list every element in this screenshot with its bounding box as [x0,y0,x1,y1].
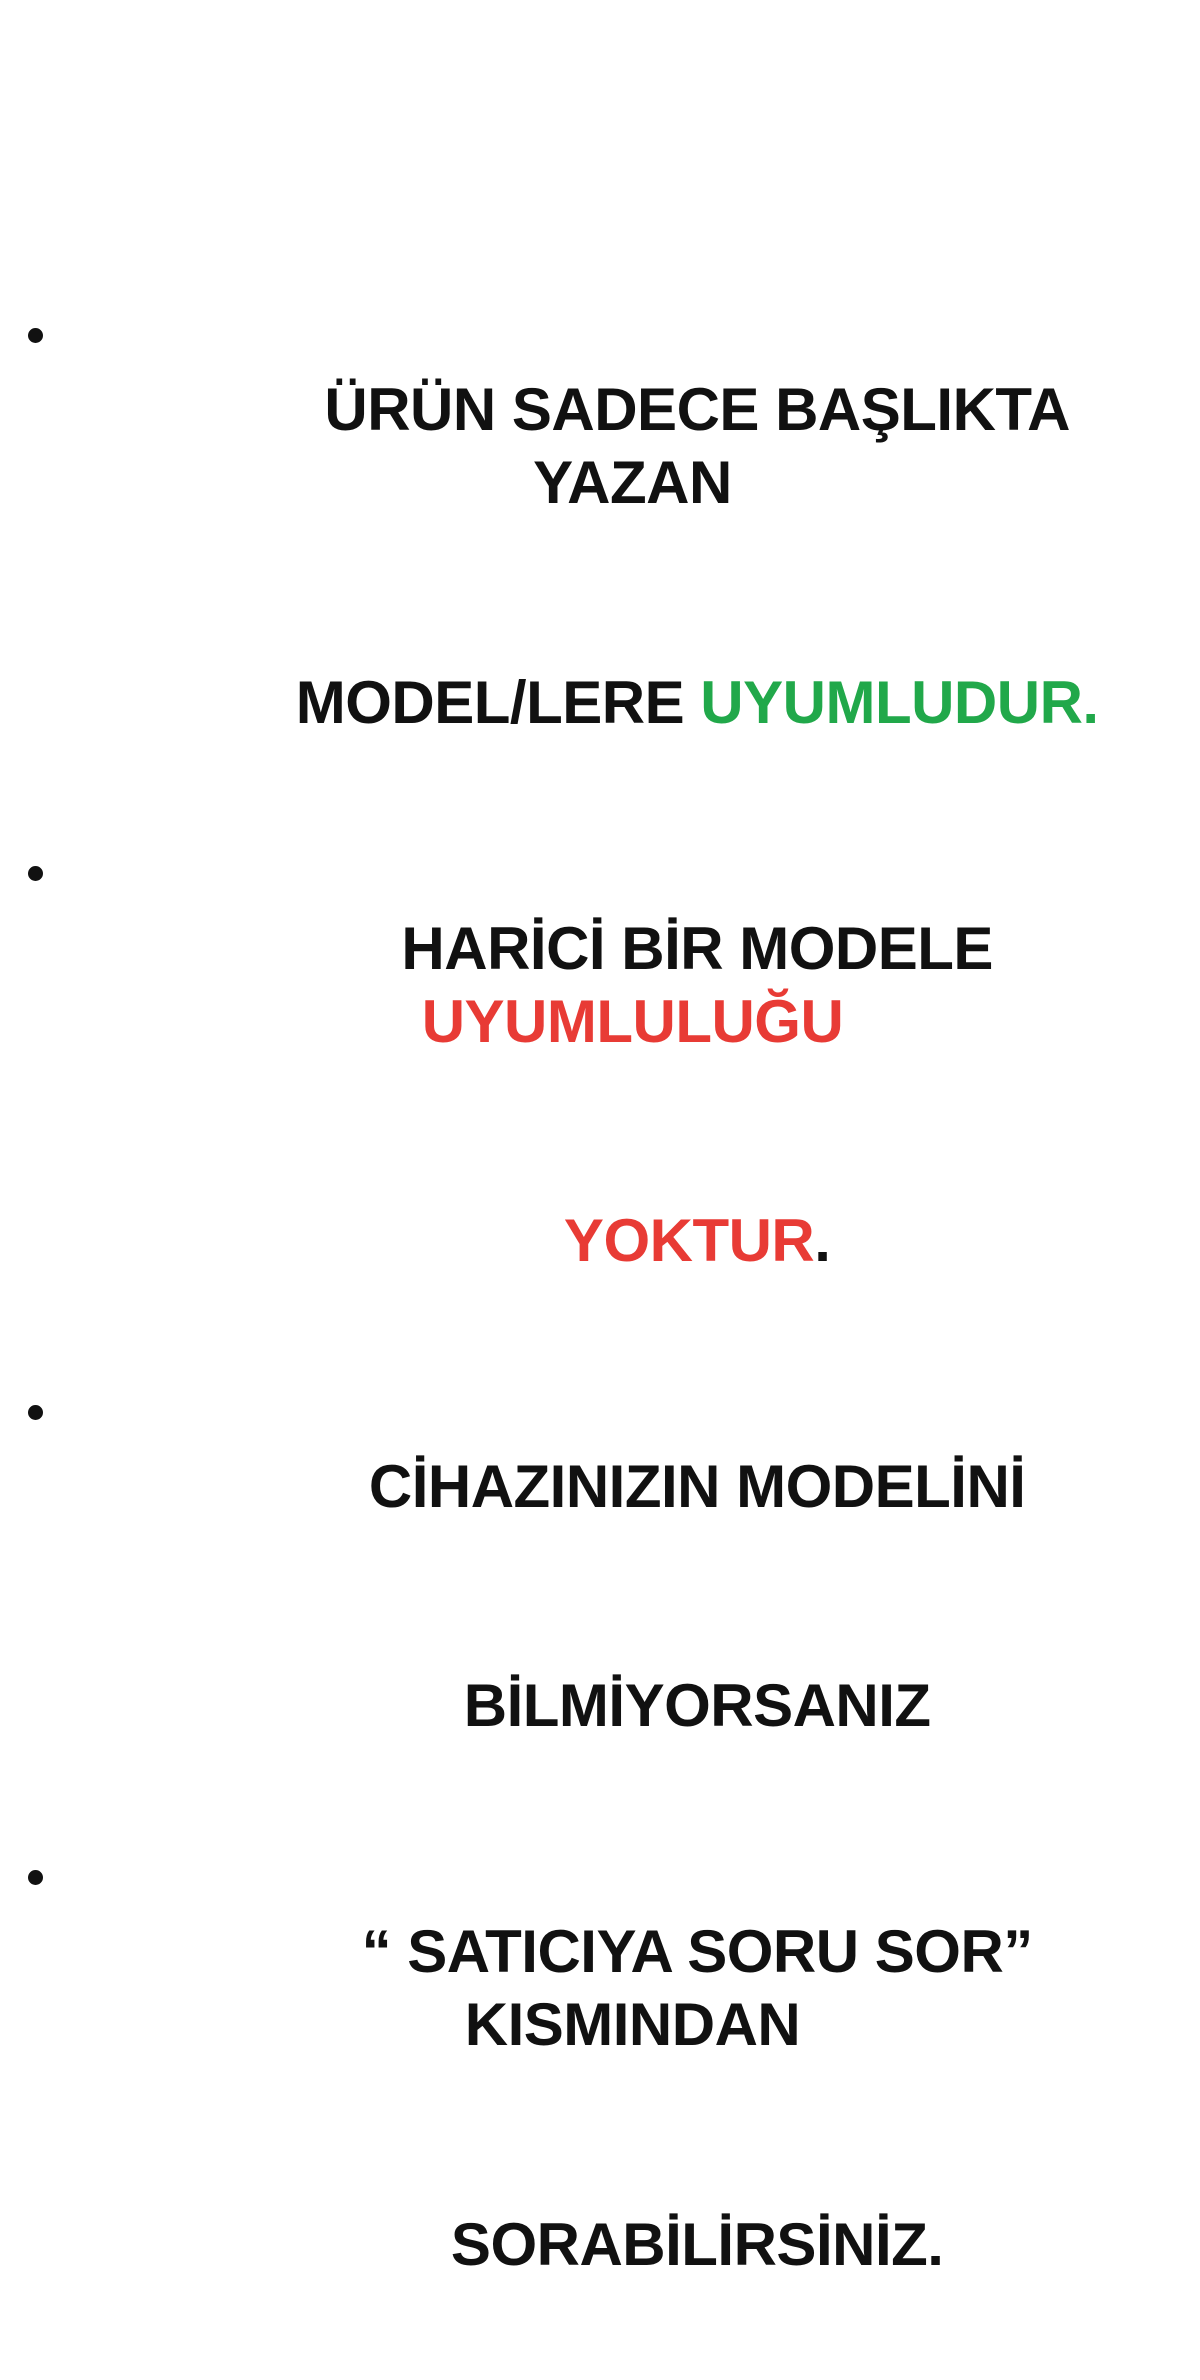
notice-line [105,1131,1160,1351]
bullet-dot-icon [28,328,43,343]
notice-text: MODEL/LERE [295,668,701,736]
notice-text: SORABİLİRSİNİZ. [450,2210,944,2278]
notice-line [105,593,1160,813]
notice-text: HARİCİ BİR MODELE [401,914,1010,982]
list-item [0,1842,1200,2354]
notice-text: CİHAZINIZIN MODELİNİ [368,1452,1026,1520]
list-item [0,1377,1200,1816]
bullet-dot-icon [28,866,43,881]
notice-line [105,1377,1160,1597]
notice-text: ÜRÜN SADECE BAŞLIKTA YAZAN [324,376,1086,517]
notice-text-highlight: YOKTUR [563,1207,815,1275]
notice-text: . [814,1207,831,1275]
list-item [0,838,1200,1350]
bullet-dot-icon [28,1870,43,1885]
notice-text: BİLMİYORSANIZ [463,1672,931,1740]
notice-text-highlight: UYUMLUDUR. [700,668,1099,736]
notice-line [105,838,1160,1131]
notice-line [105,300,1160,593]
notice-line [105,1596,1160,1816]
notice-text: “ SATICIYA SORU SOR” KISMINDAN [361,1917,1049,2059]
notice-line [105,1842,1160,2135]
notice-text-highlight: UYUMLULUĞU [421,987,844,1055]
list-item [0,300,1200,812]
notice-line [105,2135,1160,2355]
bullet-dot-icon [28,1405,43,1420]
notice-list [0,300,1200,2380]
